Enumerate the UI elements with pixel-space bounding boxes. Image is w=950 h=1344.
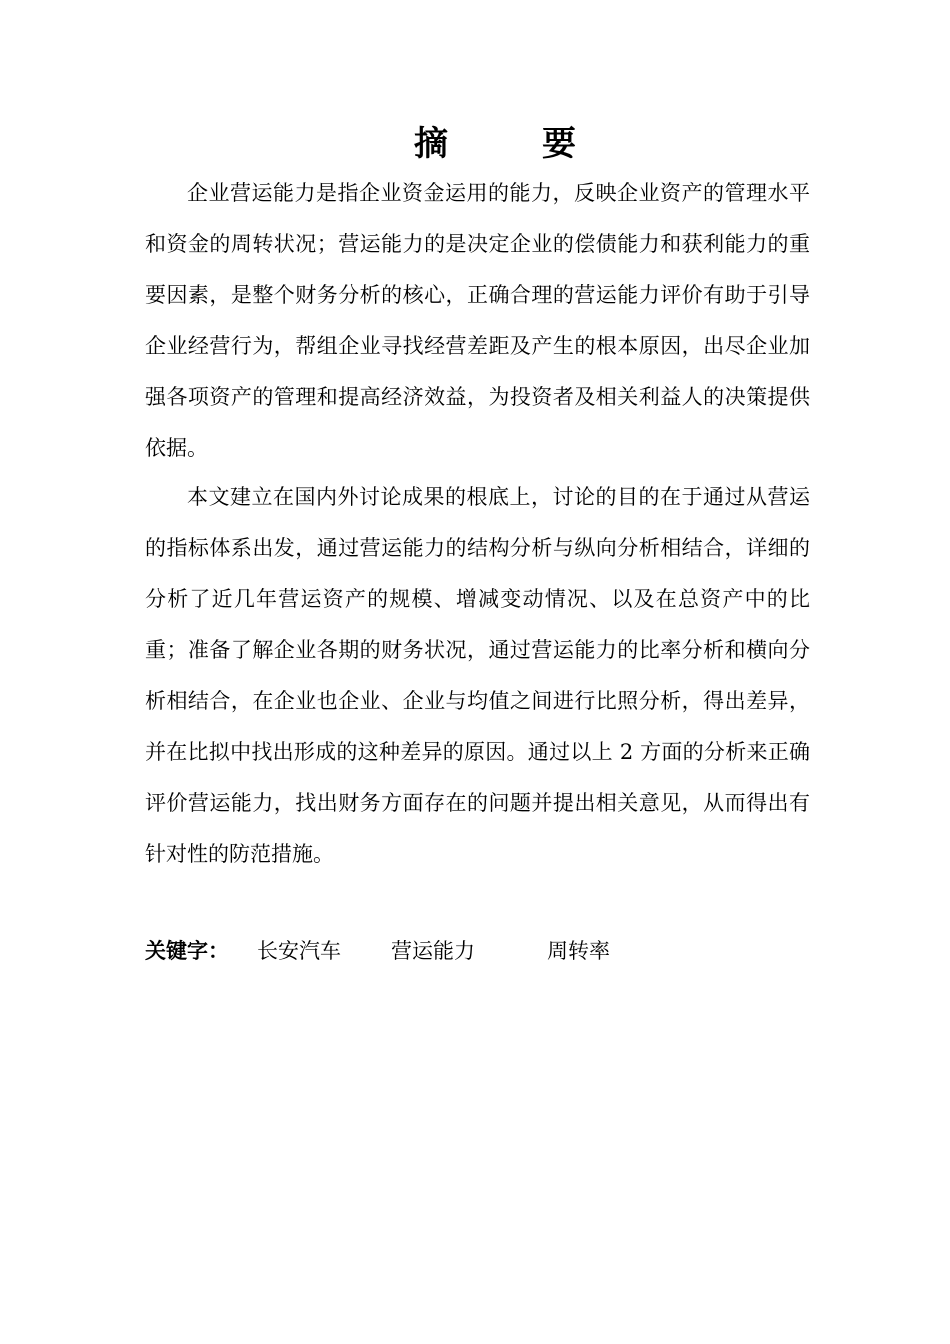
keyword-item: 长安汽车 [257,939,341,963]
keyword-item: 周转率 [547,939,610,963]
page-title: 摘 要 [414,124,606,164]
abstract-paragraph-2 [145,472,810,880]
paragraph-text: 本文建立在国内外讨论成果的根底上，讨论的目的在于通过从营运的指标体系出发，通过营运能力的结构分析与纵向分析相结合，详细的分析了近几年营运资产的规模、增减变动情况、以及在总资产中的比重；准备了解企业各期的财务状况，通过营运能力的比率分析和横向分析相结合，在企业也企业、企业与均值之间进行比照分析，得出差异，并在比拟中找出形成的这种差异的原因。通过以上 2 方面的分析来正确评价营运能力，找出财务方面存在的问题并提出相关意见，从而得出有针对性的防范措施。 [145,485,810,866]
keywords-line [145,927,610,975]
keyword-item: 营运能力 [391,939,475,963]
paragraph-text: 企业营运能力是指企业资金运用的能力，反映企业资产的管理水平和资金的周转状况；营运能力的是决定企业的偿债能力和获利能力的重要因素，是整个财务分析的核心，正确合理的营运能力评价有助于引导企业经营行为，帮组企业寻找经营差距及产生的根本原因，出尽企业加强各项资产的管理和提高经济效益，为投资者及相关利益人的决策提供依据。 [145,181,810,460]
keywords-label: 关键字： [145,939,229,963]
abstract-paragraph-1 [145,168,810,474]
